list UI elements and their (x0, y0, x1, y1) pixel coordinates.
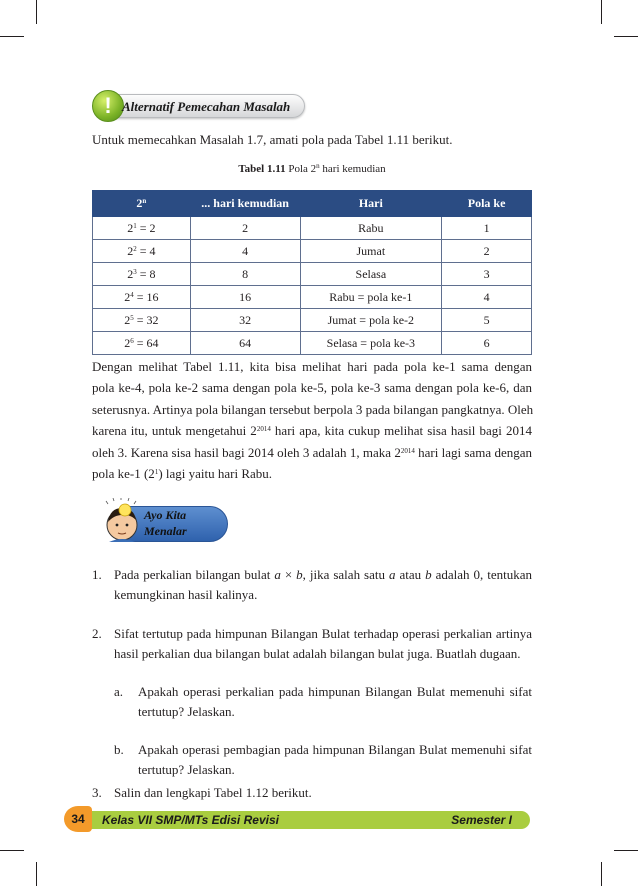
sub-question-letter: a. (114, 684, 124, 699)
cell-power: $2^2 = 4$ (93, 240, 191, 263)
section-badge-title: Alternatif Pemecahan Masalah (122, 99, 291, 114)
header-days-later: ... hari kemudian (190, 191, 300, 217)
cell-days: 8 (190, 263, 300, 286)
cell-pattern: 6 (442, 332, 532, 355)
crop-mark (36, 862, 37, 886)
sub-question-text: Apakah operasi pembagian pada himpunan Bilangan Bulat memenuhi sifat tertutup? Jelaskan. (138, 742, 532, 777)
cell-day: Rabu = pola ke-1 (300, 286, 442, 309)
crop-mark (0, 850, 24, 851)
question-text: Salin dan lengkapi Tabel 1.12 berikut. (114, 785, 312, 800)
cell-power: $2^4 = 16$ (93, 286, 191, 309)
paragraph-line: Dengan melihat Tabel 1.11, kita bisa melihat hari pada pola ke-1 sama dengan (92, 359, 532, 374)
intro-text: Untuk memecahkan Masalah 1.7, amati pola pada Tabel 1.11 berikut. (92, 132, 453, 147)
cell-day: Jumat = pola ke-2 (300, 309, 442, 332)
cell-days: 64 (190, 332, 300, 355)
sub-question-text: Apakah operasi perkalian pada himpunan Bilangan Bulat memenuhi sifat tertutup? Jelaskan. (138, 684, 532, 719)
paragraph-line: pola ke-4, pola ke-2 sama dengan pola ke-5, pola ke-3 sama dengan pola ke-6, dan (92, 380, 532, 396)
cell-days: 32 (190, 309, 300, 332)
question-item (92, 624, 532, 664)
cell-pattern: 1 (442, 217, 532, 240)
cell-days: 2 (190, 217, 300, 240)
table-caption (92, 163, 532, 175)
table-row (93, 240, 532, 263)
crop-mark (36, 0, 37, 24)
cell-pattern: 3 (442, 263, 532, 286)
cell-day: Selasa (300, 263, 442, 286)
cell-power: $2^1 = 2$ (93, 217, 191, 240)
cell-day: Selasa = pola ke-3 (300, 332, 442, 355)
table-row (93, 309, 532, 332)
table-row (93, 332, 532, 355)
table-row (93, 217, 532, 240)
ayo-badge-line2: Menalar (144, 524, 187, 538)
table-row (93, 263, 532, 286)
crop-mark (601, 0, 602, 24)
footer-semester: Semester I (451, 813, 512, 827)
question-number: 1. (92, 567, 102, 582)
paragraph-line: seterusnya. Artinya pola bilangan tersebut berpola 3 pada bilangan pangkatnya. Oleh (92, 401, 534, 417)
crop-mark (601, 862, 602, 886)
section-badge (92, 90, 305, 122)
cell-days: 16 (190, 286, 300, 309)
header-day: Hari (300, 191, 442, 217)
page-footer (64, 806, 530, 832)
question-item (92, 783, 532, 803)
crop-mark (614, 36, 638, 37)
ayo-badge-title (144, 507, 187, 539)
cell-power: $2^3 = 8$ (93, 263, 191, 286)
table-row (93, 286, 532, 309)
sub-question-item (114, 740, 532, 780)
header-power: 2$^n$ (93, 191, 191, 217)
cell-day: Rabu (300, 217, 442, 240)
header-pattern: Pola ke (442, 191, 532, 217)
question-text: Sifat tertutup pada himpunan Bilangan Bulat terhadap operasi perkalian artinya hasil perkalian dua bilangan bulat adalah bilangan bulat juga. Buatlah dugaan. (114, 626, 532, 661)
page-number: 34 (64, 806, 92, 832)
question-number: 3. (92, 785, 102, 800)
crop-mark (614, 850, 638, 851)
explanation-paragraph (92, 356, 532, 484)
cell-pattern: 4 (442, 286, 532, 309)
table-caption-text: Pola 2 (285, 163, 317, 175)
sub-question-item (114, 682, 532, 722)
table-header-row (93, 191, 532, 217)
cell-pattern: 5 (442, 309, 532, 332)
question-number: 2. (92, 626, 102, 641)
crop-mark (0, 36, 24, 37)
thinking-student-icon (100, 498, 144, 544)
table-caption-sup: n (316, 162, 320, 170)
ayo-badge-line1: Ayo Kita (144, 508, 187, 522)
cell-day: Jumat (300, 240, 442, 263)
cell-power: $2^6 = 64$ (93, 332, 191, 355)
sub-question-letter: b. (114, 742, 124, 757)
footer-book-title: Kelas VII SMP/MTs Edisi Revisi (102, 813, 279, 827)
question-item (92, 565, 532, 605)
table-caption-text-after: hari kemudian (319, 163, 386, 175)
cell-pattern: 2 (442, 240, 532, 263)
paragraph-line: karena itu, untuk mengetahui $2^{2014}$ hari apa, kita cukup melihat sisa hasil bagi 2014 (92, 423, 532, 439)
cell-days: 4 (190, 240, 300, 263)
question-text: Pada perkalian bilangan bulat a × b, jika salah satu a atau b adalah 0, tentukan kemungkinan hasil kalinya. (114, 567, 532, 602)
paragraph-line: oleh 3. Karena sisa hasil bagi 2014 oleh 3 adalah 1, maka $2^{2014}$ hari lagi sama dengan (92, 444, 532, 460)
paragraph-line: pola ke-1 $(2^1)$ lagi yaitu hari Rabu. (92, 465, 273, 481)
pattern-table (92, 190, 532, 355)
table-caption-label: Tabel 1.11 (238, 163, 286, 175)
ayo-kita-menalar-badge (100, 498, 228, 546)
cell-power: $2^5 = 32$ (93, 309, 191, 332)
exclamation-icon: ! (92, 90, 124, 122)
